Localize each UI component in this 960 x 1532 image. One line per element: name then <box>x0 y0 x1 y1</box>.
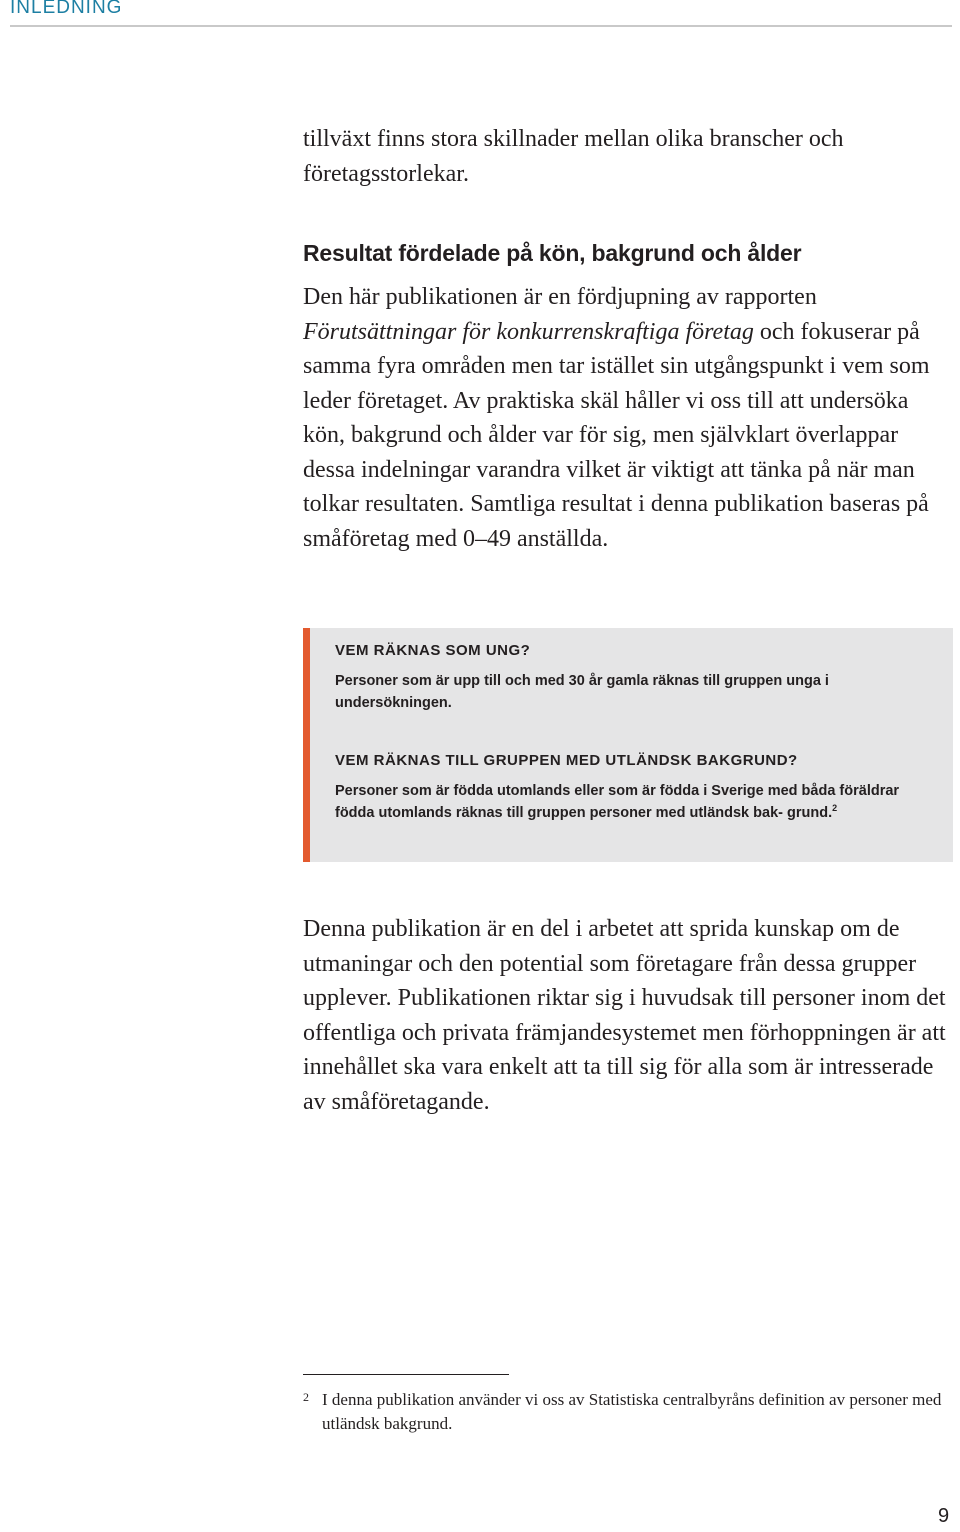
section-heading: Resultat fördelade på kön, bakgrund och ålder <box>303 240 802 266</box>
footnote-text: I denna publikation använder vi oss av Statistiska centralbyråns definition av personer med utländsk bakgrund. <box>322 1390 942 1433</box>
definitions-infobox <box>303 628 953 862</box>
paragraph-text-end: och fokuserar på samma fyra områden men tar istället sin utgångspunkt i vem som leder företaget. Av praktiska skäl håller vi oss till att undersöka kön, bakgrund och ålder var för sig, men självklart överlappar dessa indelningar varandra vilket är viktigt att tänka på när man tolkar resultaten. Samtliga resultat i denna publikation baseras på småföretag med 0–49 anställda. <box>303 318 930 552</box>
footnote-number: 2 <box>303 1390 309 1404</box>
closing-paragraph: Denna publikation är en del i arbetet att sprida kunskap om de utmaningar och den potential som företagare från dessa grupper upplever. Publikationen riktar sig i huvudsak till personer inom det offentliga och privata främjandesystemet men förhoppningen är att innehållet ska vara enkelt att ta till sig för alla som är intresserade av småföretagande. <box>303 916 946 1115</box>
paragraph-text-start: Den här publikationen är en fördjupning av rapporten <box>303 284 817 310</box>
footnote-divider <box>303 1374 509 1375</box>
infobox-text-young: Personer som är upp till och med 30 år gamla räknas till gruppen unga i undersökningen. <box>335 673 829 711</box>
page-number: 9 <box>938 1505 950 1527</box>
report-title: Förutsättningar för konkurrenskraftiga företag <box>303 318 754 345</box>
infobox-text-foreign-background <box>335 780 920 824</box>
infobox-text-body: Personer som är födda utomlands eller som är födda i Sverige med båda föräldrar födda utomlands räknas till gruppen personer med utländsk bak- grund. <box>335 783 900 821</box>
footnote-reference[interactable]: 2 <box>832 803 838 813</box>
intro-paragraph: tillväxt finns stora skillnader mellan olika branscher och företagsstorlekar. <box>303 126 844 187</box>
section-label: INLEDNING <box>10 0 123 18</box>
infobox-accent-bar <box>303 628 310 862</box>
main-paragraph <box>303 280 953 556</box>
infobox-heading-young: VEM RÄKNAS SOM UNG? <box>335 642 531 659</box>
infobox-heading-foreign-background: VEM RÄKNAS TILL GRUPPEN MED UTLÄNDSK BAKGRUND? <box>335 752 798 769</box>
header-divider <box>10 25 952 27</box>
